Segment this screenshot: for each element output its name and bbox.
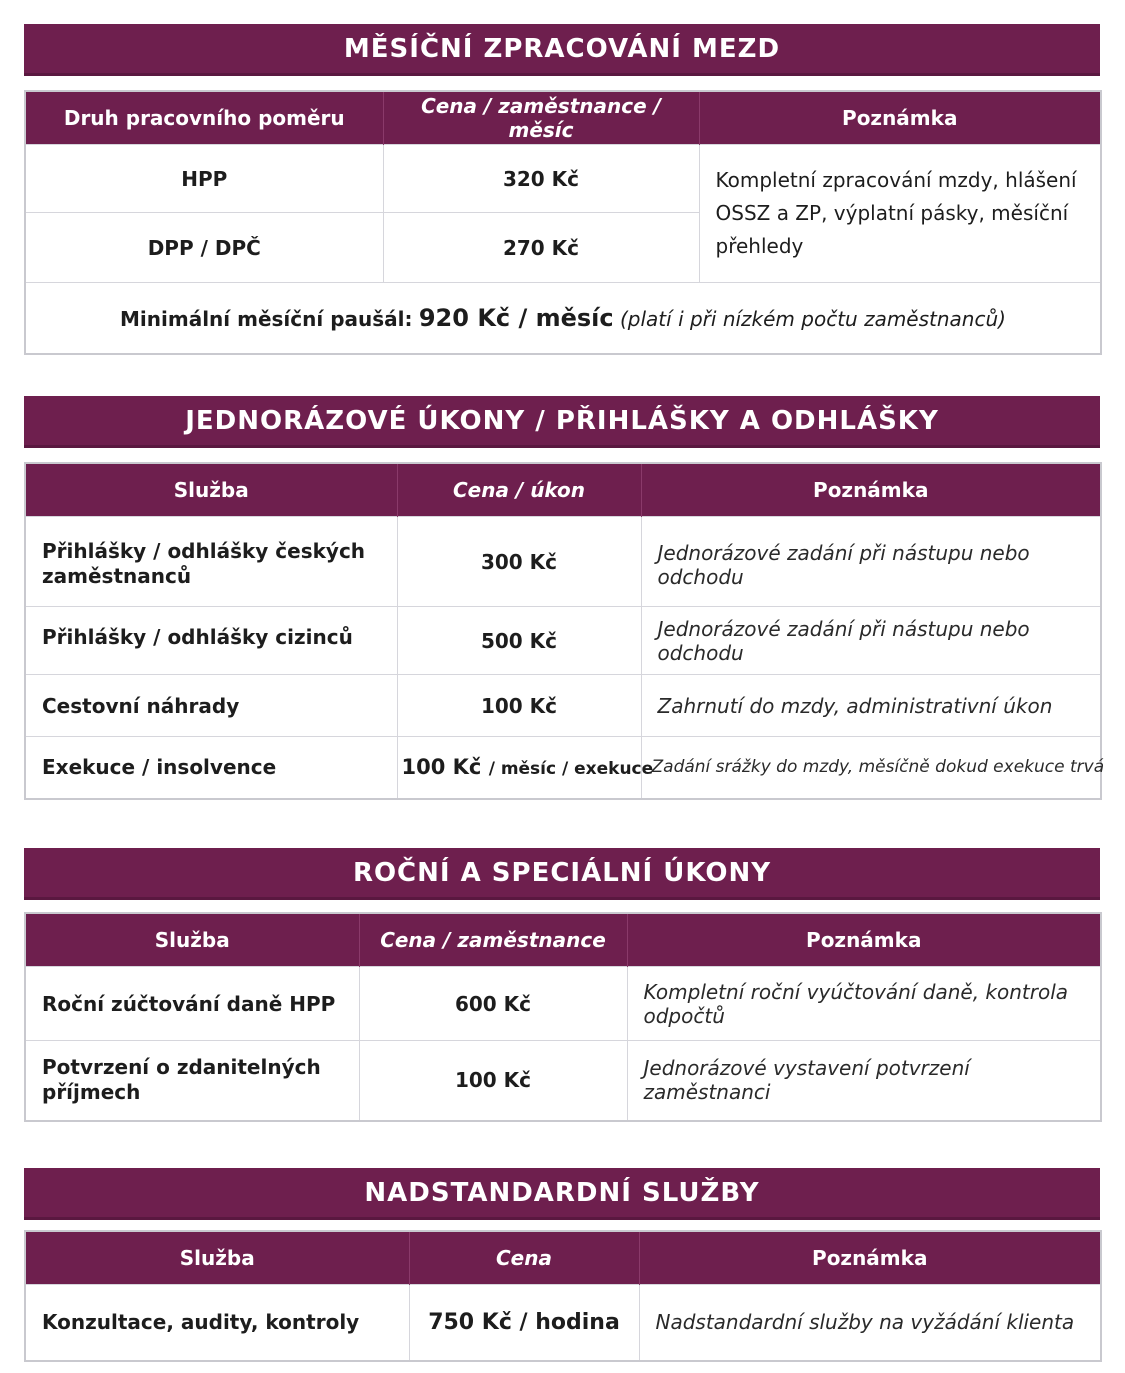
row-price bbox=[397, 737, 654, 799]
row-price: 100 Kč bbox=[359, 1041, 627, 1121]
col-header-price: Cena bbox=[409, 1231, 639, 1285]
col-header-employment-type: Druh pracovního poměru bbox=[25, 91, 383, 145]
annual-table bbox=[24, 912, 1102, 1122]
row-name: Roční zúčtování daně HPP bbox=[25, 967, 359, 1041]
table-row bbox=[25, 145, 1101, 213]
table-row bbox=[25, 517, 1101, 607]
row-note: Jednorázové zadání při nástupu nebo odchodu bbox=[641, 607, 1101, 675]
monthly-payroll-table bbox=[24, 90, 1102, 355]
table-row bbox=[25, 967, 1101, 1041]
row-name: Přihlášky / odhlášky cizinců bbox=[25, 607, 397, 675]
min-note: (platí i při nízkém počtu zaměstnanců) bbox=[620, 307, 1006, 331]
row-price: 500 Kč bbox=[397, 607, 641, 675]
min-value: 920 Kč / měsíc bbox=[418, 304, 614, 332]
row-note: Zahrnutí do mzdy, administrativní úkon bbox=[641, 675, 1101, 737]
row-name: Přihlášky / odhlášky českých zaměstnanců bbox=[25, 517, 397, 607]
row-name: Exekuce / insolvence bbox=[25, 737, 397, 799]
section-title-annual: ROČNÍ A SPECIÁLNÍ ÚKONY bbox=[24, 848, 1100, 900]
row-price: 600 Kč bbox=[359, 967, 627, 1041]
col-header-note: Poznámka bbox=[627, 913, 1101, 967]
row-note: Kompletní zpracování mzdy, hlášení OSSZ a ZP, výplatní pásky, měsíční přehledy bbox=[699, 145, 1101, 283]
premium-table bbox=[24, 1230, 1102, 1362]
row-price: 320 Kč bbox=[383, 145, 699, 213]
row-note: Nadstandardní služby na vyžádání klienta bbox=[639, 1285, 1101, 1361]
minimum-fee bbox=[25, 283, 1101, 355]
row-price: 300 Kč bbox=[397, 517, 641, 607]
row-price: 100 Kč bbox=[397, 675, 641, 737]
row-name: Cestovní náhrady bbox=[25, 675, 397, 737]
col-header-price: Cena / zaměstnance bbox=[359, 913, 627, 967]
row-name: DPP / DPČ bbox=[25, 213, 383, 283]
price-suffix: / měsíc / exekuce bbox=[488, 759, 654, 780]
row-note: Kompletní roční vyúčtování daně, kontrola odpočtů bbox=[627, 967, 1101, 1041]
row-note: Jednorázové zadání při nástupu nebo odchodu bbox=[641, 517, 1101, 607]
col-header-service: Služba bbox=[25, 913, 359, 967]
table-row bbox=[25, 607, 1101, 675]
row-note: Jednorázové vystavení potvrzení zaměstnanci bbox=[627, 1041, 1101, 1121]
col-header-service: Služba bbox=[25, 1231, 409, 1285]
section-title-one-time: JEDNORÁZOVÉ ÚKONY / PŘIHLÁŠKY A ODHLÁŠKY bbox=[24, 396, 1100, 448]
row-price: 750 Kč / hodina bbox=[409, 1285, 639, 1361]
min-label: Minimální měsíční paušál: bbox=[120, 307, 413, 331]
price-amount: 100 Kč bbox=[401, 755, 482, 780]
col-header-price: Cena / úkon bbox=[397, 463, 641, 517]
row-note: Zadání srážky do mzdy, měsíčně dokud exekuce trvá bbox=[641, 737, 1101, 799]
row-name: Konzultace, audity, kontroly bbox=[25, 1285, 409, 1361]
section-title-premium: NADSTANDARDNÍ SLUŽBY bbox=[24, 1168, 1100, 1220]
col-header-note: Poznámka bbox=[641, 463, 1101, 517]
one-time-table bbox=[24, 462, 1105, 800]
col-header-price: Cena / zaměstnance / měsíc bbox=[383, 91, 699, 145]
minimum-fee-row bbox=[25, 283, 1101, 355]
row-price: 270 Kč bbox=[383, 213, 699, 283]
col-header-note: Poznámka bbox=[699, 91, 1101, 145]
table-row bbox=[25, 737, 1101, 799]
row-name: Potvrzení o zdanitelných příjmech bbox=[25, 1041, 359, 1121]
table-row bbox=[25, 1041, 1101, 1121]
table-row bbox=[25, 1285, 1101, 1361]
col-header-service: Služba bbox=[25, 463, 397, 517]
section-title-monthly: MĚSÍČNÍ ZPRACOVÁNÍ MEZD bbox=[24, 24, 1100, 76]
row-name: HPP bbox=[25, 145, 383, 213]
table-row bbox=[25, 675, 1101, 737]
col-header-note: Poznámka bbox=[639, 1231, 1101, 1285]
